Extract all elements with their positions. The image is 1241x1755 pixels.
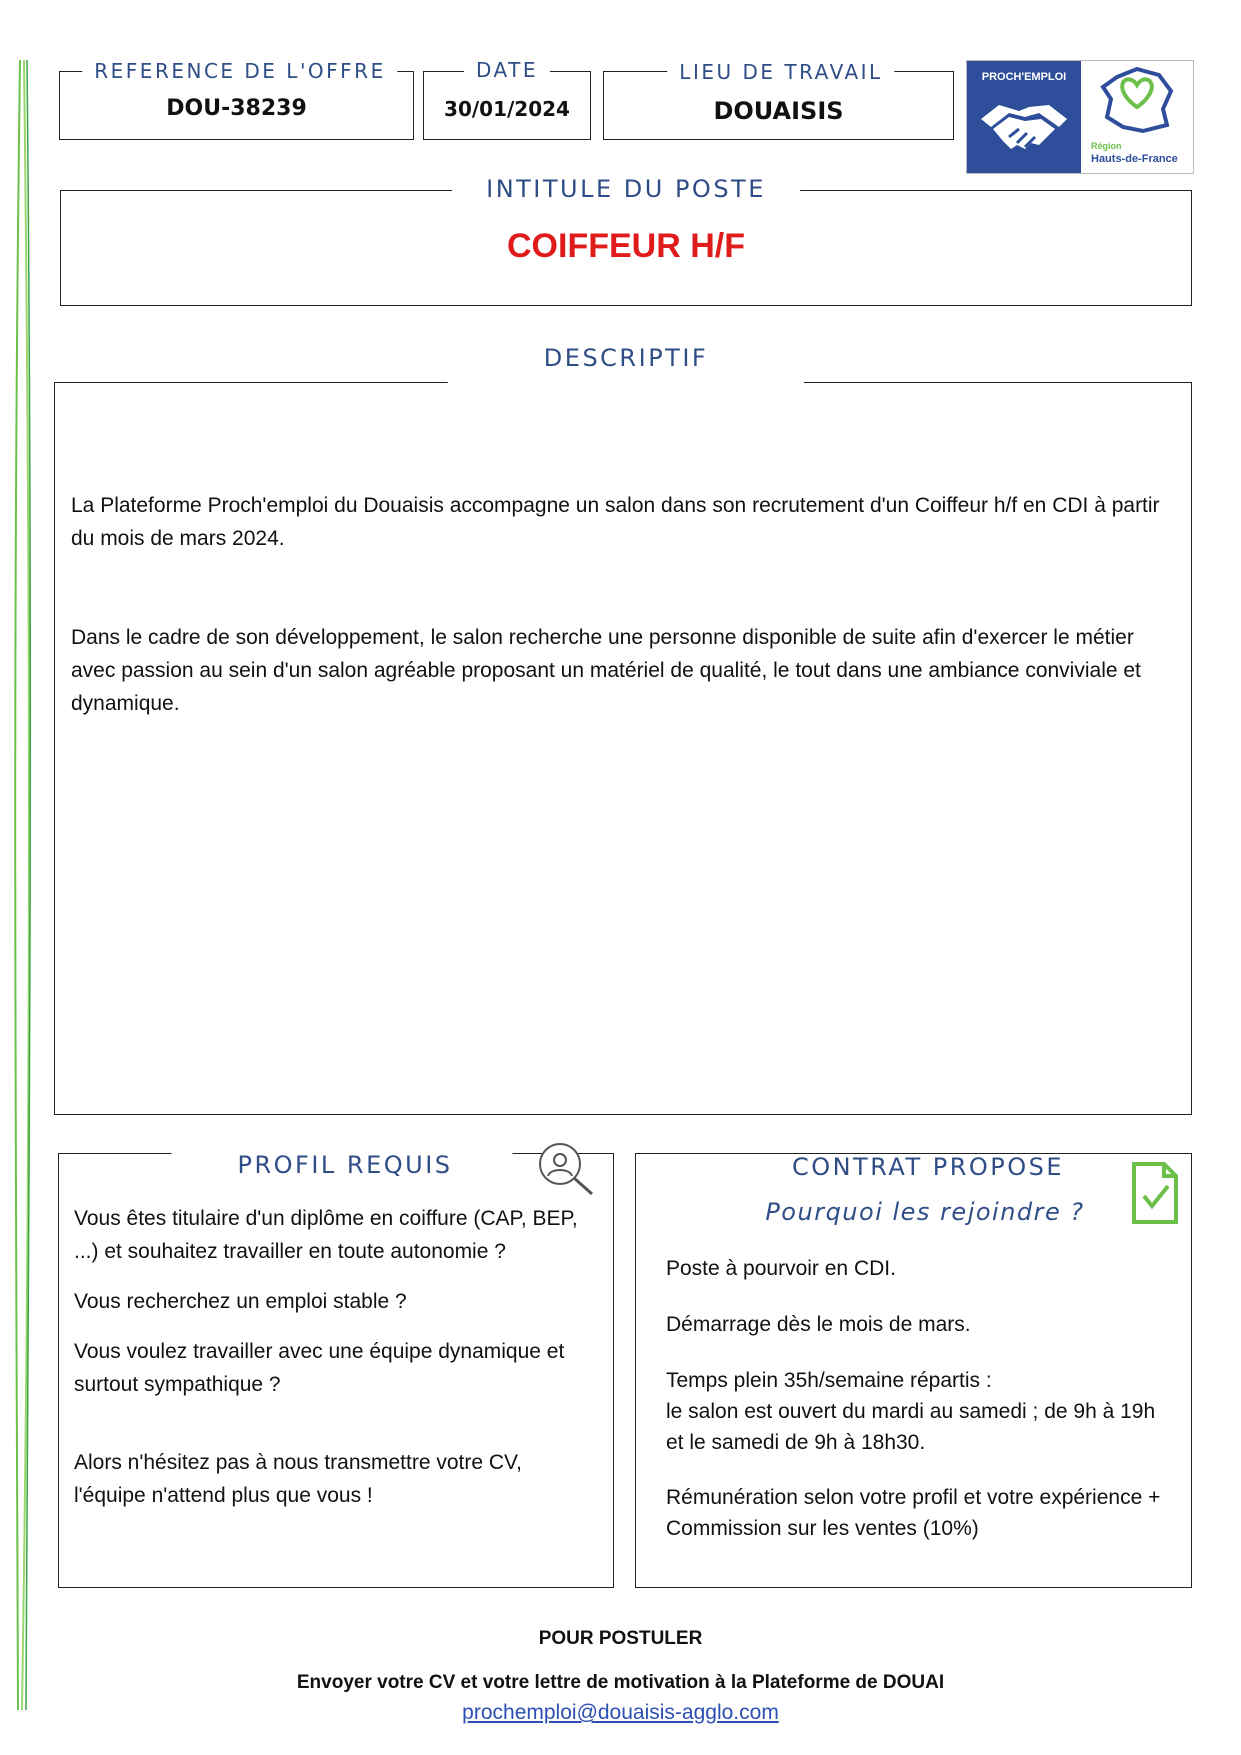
profile-paragraph: Vous êtes titulaire d'un diplôme en coiffure (CAP, BEP, ...) et souhaitez travailler en toute autonomie ? bbox=[74, 1207, 578, 1263]
date-value: 30/01/2024 bbox=[444, 97, 570, 121]
apply-email-row bbox=[0, 1701, 1241, 1725]
contract-subtitle: Pourquoi les rejoindre ? bbox=[765, 1198, 1085, 1226]
job-title-label: INTITULE DU POSTE bbox=[452, 176, 800, 202]
contract-paragraph: Démarrage dès le mois de mars. bbox=[666, 1313, 971, 1336]
profile-search-icon bbox=[530, 1138, 598, 1198]
apply-heading: POUR POSTULER bbox=[538, 1628, 703, 1649]
description-content bbox=[71, 489, 1173, 720]
contract-paragraph: Rémunération selon votre profil et votre expérience + Commission sur les ventes (10%) bbox=[666, 1486, 1161, 1540]
logo-brand-text: PROCH'EMPLOI bbox=[981, 71, 1067, 83]
logo-region-line2: Hauts-de-France bbox=[1091, 153, 1178, 165]
profile-paragraph: Vous voulez travailler avec une équipe dynamique et surtout sympathique ? bbox=[74, 1340, 565, 1396]
contract-paragraph: Temps plein 35h/semaine répartis : bbox=[666, 1369, 992, 1392]
contract-content bbox=[666, 1253, 1171, 1544]
reference-value: DOU-38239 bbox=[166, 96, 307, 121]
description-box bbox=[54, 382, 1192, 1115]
reference-label: REFERENCE DE L'OFFRE bbox=[82, 58, 397, 84]
profile-label: PROFIL REQUIS bbox=[171, 1152, 512, 1188]
contract-label: CONTRAT PROPOSE bbox=[762, 1154, 1094, 1188]
handshake-icon bbox=[979, 97, 1069, 157]
apply-instruction: Envoyer votre CV et votre lettre de motivation à la Plateforme de DOUAI bbox=[296, 1672, 945, 1693]
contract-paragraph: Poste à pourvoir en CDI. bbox=[666, 1257, 896, 1280]
description-paragraph: La Plateforme Proch'emploi du Douaisis accompagne un salon dans son recrutement d'un Coiffeur h/f en CDI à partir du mois de mars 2024. bbox=[71, 494, 1160, 550]
green-border-decoration bbox=[10, 55, 34, 1715]
france-heart-icon bbox=[1097, 65, 1177, 135]
logo-region-line1: Région bbox=[1091, 141, 1122, 151]
profile-content bbox=[74, 1202, 597, 1512]
apply-email-link[interactable]: prochemploi@douaisis-agglo.com bbox=[462, 1701, 779, 1724]
profile-paragraph: Alors n'hésitez pas à nous transmettre votre CV, l'équipe n'attend plus que vous ! bbox=[74, 1451, 522, 1507]
location-value: DOUAISIS bbox=[713, 97, 844, 125]
profile-box bbox=[58, 1153, 614, 1588]
job-title: COIFFEUR H/F bbox=[507, 227, 745, 265]
document-check-icon bbox=[1126, 1160, 1186, 1228]
logo-region-panel bbox=[1081, 61, 1193, 173]
prochemploi-logo bbox=[966, 60, 1194, 174]
location-label: LIEU DE TRAVAIL bbox=[667, 59, 894, 85]
contract-paragraph: le salon est ouvert du mardi au samedi ; de 9h à 19h et le samedi de 9h à 18h30. bbox=[666, 1400, 1156, 1454]
description-paragraph: Dans le cadre de son développement, le salon recherche une personne disponible de suite afin d'exercer le métier avec passion au sein d'un salon agréable proposant un matériel de qualité, le tout dans une ambiance conviviale et dynamique. bbox=[71, 626, 1141, 715]
profile-paragraph: Vous recherchez un emploi stable ? bbox=[74, 1290, 407, 1313]
logo-blue-panel bbox=[967, 61, 1081, 173]
date-label: DATE bbox=[464, 57, 550, 83]
job-title-box bbox=[60, 190, 1192, 306]
description-label: DESCRIPTIF bbox=[448, 345, 804, 383]
